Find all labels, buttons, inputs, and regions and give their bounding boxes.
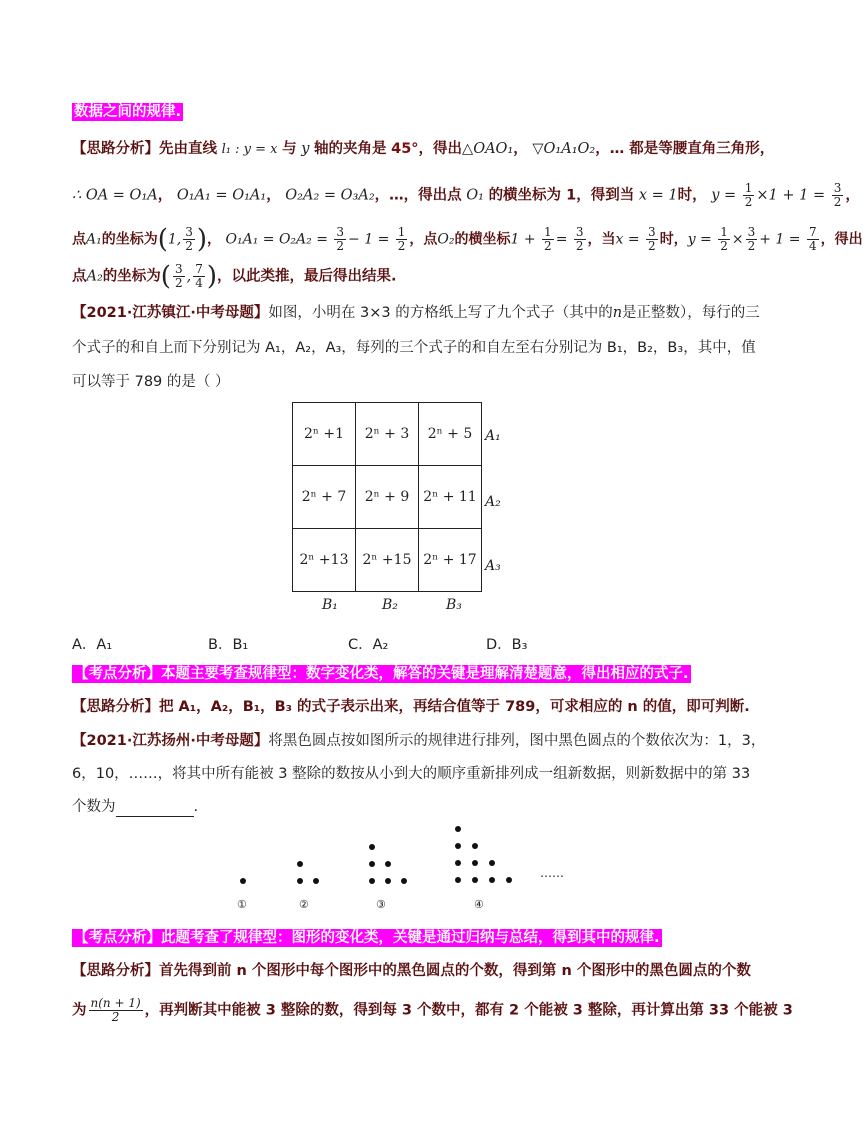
answer1-text: 把 A₁，A₂，B₁，B₃ 的式子表示出来，再结合值等于 789，可求相应的 n 的值，即可判断. bbox=[159, 699, 750, 715]
answer2-line-1 bbox=[72, 961, 751, 981]
grid-row bbox=[293, 403, 482, 466]
fraction: $\frac{3}{2}$ bbox=[833, 181, 842, 209]
analysis-text: ，得出 bbox=[418, 141, 463, 157]
question2-line-2: 6，10，……，将其中所有能被 3 整除的数按从小到大的顺序重新排列成一组新数据，则新数据中的第 33 bbox=[72, 766, 751, 782]
equation: O₁A₁ = O₂A₂ = bbox=[225, 231, 328, 248]
row-label-a2: A₂ bbox=[485, 494, 501, 510]
question2-line-1 bbox=[72, 731, 765, 751]
grid-row bbox=[293, 529, 482, 592]
equation: y = bbox=[711, 187, 737, 204]
analysis-text: 轴的夹角是 bbox=[314, 141, 387, 157]
figure-caption-1: ① bbox=[237, 898, 247, 911]
analysis-tag: 【思路分析】 bbox=[72, 141, 159, 157]
equation: + 1 = bbox=[759, 231, 801, 248]
equation: − 1 = bbox=[348, 231, 390, 248]
dot bbox=[472, 860, 478, 866]
question-text: 如图，小明在 3×3 的方格纸上写了九个式子（其中的 bbox=[268, 305, 613, 321]
equation: = bbox=[555, 231, 568, 248]
angle-value: 45° bbox=[391, 141, 419, 157]
dot bbox=[313, 878, 319, 884]
question-text: 将黑色圆点按如图所示的规律进行排列，图中黑色圆点的个数依次为：1，3， bbox=[268, 733, 766, 749]
dot bbox=[455, 826, 461, 832]
answer-blank[interactable] bbox=[116, 800, 194, 817]
fraction: $\frac{3}{2}$ bbox=[185, 225, 193, 253]
answer1-tag: 【考点分析】本题主要考查规律型：数字变化类，解答的关键是理解清楚题意，得出相应的式子. bbox=[74, 666, 689, 682]
line-equation: l₁ : y = x bbox=[221, 142, 278, 157]
coord: 1, bbox=[167, 231, 182, 248]
dot bbox=[369, 861, 375, 867]
dot bbox=[506, 877, 512, 883]
question2-tag: 【2021·江苏扬州·中考母题】 bbox=[72, 733, 269, 749]
grid-cell: 2ⁿ + 9 bbox=[356, 466, 419, 529]
analysis-text: ， bbox=[845, 187, 860, 204]
answer1-tag-line bbox=[72, 664, 691, 684]
analysis-text: ，得出 bbox=[820, 231, 863, 248]
analysis-line-4: 点A₂的坐标为( $\frac{3}{2}$ , $\frac{7}{4}$ )，以此类推，最后得出结果. bbox=[72, 261, 397, 292]
answer2-tag2: 【思路分析】 bbox=[72, 963, 159, 979]
analysis-text: 点 bbox=[72, 268, 87, 285]
analysis-text: 的坐标为 bbox=[102, 268, 161, 285]
answer1-text-line bbox=[72, 697, 750, 717]
answer1-tag2: 【思路分析】 bbox=[72, 699, 159, 715]
fraction: $\frac{1}{2}$ bbox=[744, 181, 753, 209]
axis-y: y bbox=[301, 141, 310, 157]
question-text: 是正整数），每行的三 bbox=[622, 305, 760, 321]
dot bbox=[297, 878, 303, 884]
question-text: 个数为 bbox=[72, 799, 116, 815]
analysis-text: ，点 bbox=[409, 231, 438, 248]
dot bbox=[455, 860, 461, 866]
fraction: $\frac{3}{2}$ bbox=[648, 225, 656, 253]
dot bbox=[369, 844, 375, 850]
analysis-line-2 bbox=[72, 182, 860, 209]
fraction: $\frac{1}{2}$ bbox=[397, 225, 406, 253]
analysis-text: ， bbox=[157, 187, 173, 204]
dot bbox=[240, 878, 246, 884]
answer2-text: 为 bbox=[72, 1002, 87, 1019]
figure-caption-2: ② bbox=[299, 898, 309, 911]
fraction: $\frac{3}{2}$ bbox=[747, 225, 756, 253]
figure-caption-3: ③ bbox=[376, 898, 386, 911]
analysis-text: 先由直线 bbox=[159, 141, 217, 157]
equation: x = 1 bbox=[638, 187, 678, 204]
dot bbox=[385, 878, 391, 884]
equation: × bbox=[731, 231, 744, 248]
fraction: $\frac{1}{2}$ bbox=[720, 225, 728, 253]
answer2-tag: 【考点分析】此题考查了规律型：图形的变化类，关键是通过归纳与总结，得到其中的规律. bbox=[74, 930, 660, 946]
dot bbox=[455, 877, 461, 883]
grid-cell: 2ⁿ + 3 bbox=[356, 403, 419, 466]
grid-cell: 2ⁿ + 11 bbox=[419, 466, 482, 529]
equation: 1 + bbox=[510, 231, 536, 248]
grid-cell: 2ⁿ + 7 bbox=[293, 466, 356, 529]
dot bbox=[369, 878, 375, 884]
col-label-b3: B₃ bbox=[446, 597, 462, 613]
analysis-text: 的横坐标为 1，得到当 bbox=[488, 187, 635, 204]
question1-line-2: 个式子的和自上而下分别记为 A₁，A₂，A₃，每列的三个式子的和自左至右分别记为 B₁，B₂，B₃，其中，值 bbox=[72, 340, 756, 356]
expression-grid bbox=[292, 402, 482, 592]
row-label-a1: A₁ bbox=[485, 428, 501, 444]
question1-line-1 bbox=[72, 303, 760, 323]
option-c[interactable]: C．A₂ bbox=[348, 637, 389, 653]
option-d[interactable]: D．B₃ bbox=[486, 637, 528, 653]
grid-cell: 2ⁿ + 5 bbox=[419, 403, 482, 466]
analysis-text: ，… 都是等腰直角三角形， bbox=[595, 141, 775, 157]
analysis-text: ，当 bbox=[587, 231, 616, 248]
point-a2: A₂ bbox=[86, 268, 103, 285]
equation: O₁A₁ = O₁A₁ bbox=[176, 187, 267, 204]
point-o2: O₂ bbox=[437, 231, 455, 248]
answer2-line-2 bbox=[72, 997, 793, 1024]
question1-tag: 【2021·江苏镇江·中考母题】 bbox=[72, 305, 269, 321]
analysis-text: 的横坐标 bbox=[454, 231, 511, 248]
grid-cell: 2ⁿ +13 bbox=[293, 529, 356, 592]
answer2-text: ，再判断其中能被 3 整除的数，得到每 3 个数中，都有 2 个能被 3 整除，再计算出第 33 个能被 3 bbox=[144, 1002, 793, 1019]
figure-ellipsis: …… bbox=[540, 866, 564, 880]
grid-row bbox=[293, 466, 482, 529]
equation: O₂A₂ = O₃A₂ bbox=[285, 187, 375, 204]
analysis-text: 点 bbox=[72, 231, 86, 248]
equation: y = bbox=[687, 231, 712, 248]
answer2-tag-line bbox=[72, 928, 662, 948]
dot bbox=[455, 843, 461, 849]
point-o1: O₁ bbox=[466, 187, 484, 204]
dot bbox=[472, 877, 478, 883]
point-a1: A₁ bbox=[86, 231, 102, 248]
analysis-text: ，…，得出点 bbox=[374, 187, 462, 204]
fraction: $\frac{7}{4}$ bbox=[808, 225, 817, 253]
dot bbox=[489, 877, 495, 883]
triangle-1: △OAO₁ bbox=[462, 141, 514, 157]
option-a[interactable]: A．A₁ bbox=[72, 637, 113, 653]
question2-line-3 bbox=[72, 797, 198, 817]
dot bbox=[472, 843, 478, 849]
equation: x = bbox=[615, 231, 640, 248]
section-tag bbox=[72, 102, 183, 122]
analysis-line-3: 点A₁的坐标为(1, $\frac{3}{2}$ )， O₁A₁ = O₂A₂ = $\frac{3}{2}$ − 1 = $\frac{1}{2}$ ，点O₂的横坐标1 + $\frac{1}{2}$ = $\frac{3}{2}$ ，当x = $\frac{3}{2}$ 时，y = $\frac{1}{2}$ × $\frac{3}{2}$ + 1 = $\frac{7}{4}$ ，得出 bbox=[72, 224, 863, 255]
grid-cell: 2ⁿ + 17 bbox=[419, 529, 482, 592]
analysis-text: ， bbox=[207, 231, 222, 248]
fraction: $\frac{7}{4}$ bbox=[195, 262, 203, 290]
analysis-text: ， bbox=[266, 187, 281, 204]
question-text: . bbox=[193, 799, 199, 815]
section-tag-label: 数据之间的规律. bbox=[74, 104, 182, 120]
dot bbox=[489, 860, 495, 866]
equation: ×1 + 1 = bbox=[756, 187, 826, 204]
answer2-text: 首先得到前 n 个图形中每个图形中的黑色圆点的个数，得到第 n 个图形中的黑色圆点的个数 bbox=[159, 963, 751, 979]
option-b[interactable]: B．B₁ bbox=[208, 637, 249, 653]
analysis-text: 的坐标为 bbox=[101, 231, 158, 248]
triangle-2: ▽O₁A₁O₂ bbox=[532, 141, 596, 157]
dot bbox=[401, 878, 407, 884]
fraction: $\frac{1}{2}$ bbox=[544, 225, 552, 253]
col-label-b2: B₂ bbox=[382, 597, 398, 613]
analysis-text: 时， bbox=[677, 187, 707, 204]
analysis-line-1 bbox=[72, 139, 774, 160]
grid-cell: 2ⁿ +15 bbox=[356, 529, 419, 592]
row-label-a3: A₃ bbox=[485, 558, 501, 574]
dot bbox=[297, 861, 303, 867]
dot bbox=[385, 861, 391, 867]
fraction: $\frac{3}{2}$ bbox=[575, 225, 584, 253]
fraction: $\frac{n(n + 1)}{2}$ bbox=[90, 996, 141, 1024]
equation: ∴ OA = O₁A bbox=[72, 187, 158, 204]
col-label-b1: B₁ bbox=[322, 597, 338, 613]
analysis-text: 时， bbox=[659, 231, 688, 248]
question1-line-3: 可以等于 789 的是（ ） bbox=[72, 374, 230, 390]
var-n: n bbox=[612, 305, 623, 321]
fraction: $\frac{3}{2}$ bbox=[174, 262, 183, 290]
analysis-text: ， bbox=[513, 141, 528, 157]
analysis-text: ，以此类推，最后得出结果. bbox=[217, 268, 397, 285]
analysis-text: 与 bbox=[282, 141, 297, 157]
figure-caption-4: ④ bbox=[474, 898, 484, 911]
grid-cell: 2ⁿ +1 bbox=[293, 403, 356, 466]
fraction: $\frac{3}{2}$ bbox=[336, 225, 345, 253]
